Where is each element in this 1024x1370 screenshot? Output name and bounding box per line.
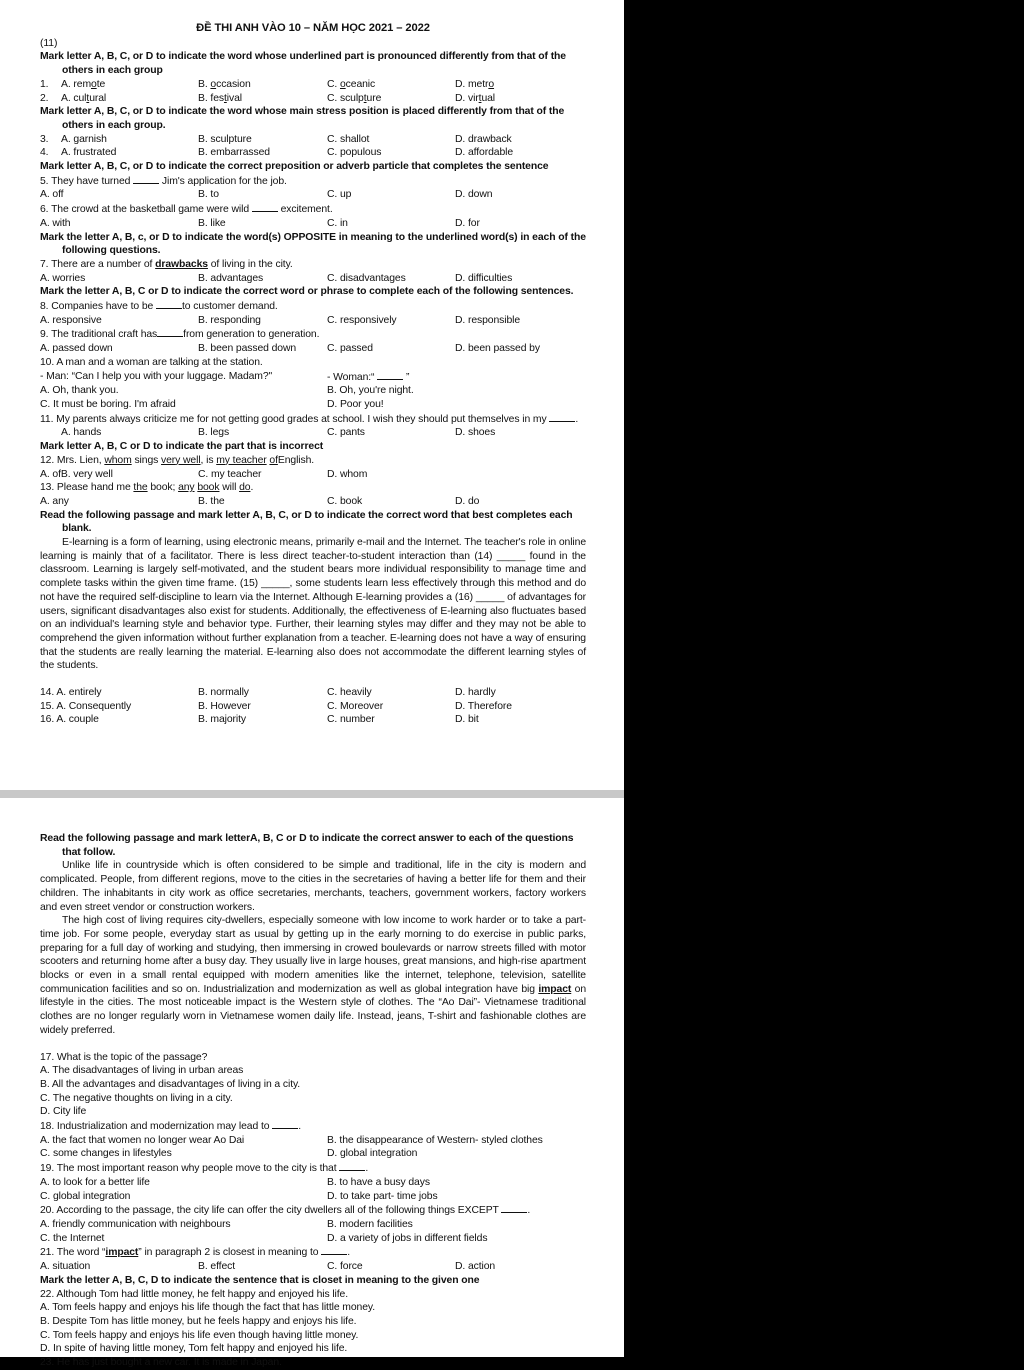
question-11-stem: 11. My parents always criticize me for not getting good grades at school. I wish they should put themselves in my .: [40, 413, 579, 425]
question-15-options: 15. A. Consequently B. However C. Moreover D. Therefore: [40, 700, 512, 712]
instruction-preposition: Mark letter A, B, C, or D to indicate the correct preposition or adverb particle that completes the sentence: [40, 161, 549, 173]
question-2: 2. A. cultural B. festival C. sculpture D. virtual: [40, 92, 496, 104]
question-13-options: A. any B. the C. book D. do: [40, 495, 480, 507]
question-19-options-cd: C. global integration D. to take part- time jobs: [40, 1190, 438, 1202]
question-12-options: A. ofB. very well C. my teacher D. whom: [40, 468, 368, 480]
question-18-stem: 18. Industrialization and modernization may lead to .: [40, 1121, 301, 1133]
question-9-stem: 9. The traditional craft has from generation to generation.: [40, 329, 320, 341]
question-5-options: A. off B. to C. up D. down: [40, 189, 493, 201]
instruction-stress: Mark letter A, B, C, or D to indicate the word whose main stress position is placed differently from that of the others in each group.: [40, 106, 565, 131]
passage-city-life-p2: The high cost of living requires city-dwellers, especially someone with low income to work harder or to take a part-time job. For some people, everyday start as usual by getting up in the early morning to do exercise in public parks, preparing for a full day of working and studying, then immersing in crowed boulevards or narrow streets filled with motor scooters and returning home after a busy day. They usually live in large houses, great mansions, and high-rise apartment blocks or even in a small rental equipped with modern amenities like the internet, telephone, television, satellite communication facilities and so on. Industrialization and modernization as well as global integration have big impact on lifestyle in the cities. The most noticeable impact is the Western style of clothes. The “Ao Dai”- Vietnamese traditional clothes are no longer regularly worn in Vietnamese women daily life. Instead, jeans, T-shirt and fashionable clothes are widely preferred.: [40, 915, 586, 1036]
exam-page-2: [0, 798, 624, 1369]
question-3: 3. A. garnish B. sculpture C. shallot D. drawback: [40, 133, 512, 145]
question-5-stem: 5. They have turned Jim's application for the job.: [40, 175, 287, 187]
question-6-options: A. with B. like C. in D. for: [40, 217, 480, 229]
question-10-options-cd: C. It must be boring. I'm afraid D. Poor you!: [40, 398, 384, 410]
instruction-cloze: Read the following passage and mark letter A, B, C, or D to indicate the correct word that best completes each blank.: [40, 509, 573, 535]
question-21-options: A. situation B. effect C. force D. action: [40, 1261, 496, 1273]
question-22-option-b: B. Despite Tom has little money, but he feels happy and enjoys his life.: [40, 1315, 357, 1327]
question-13-stem: 13. Please hand me the book; any book will do.: [40, 482, 254, 494]
question-10-dialogue: - Man: “Can I help you with your luggage. Madam?" - Woman:“ ”: [40, 370, 410, 383]
exam-page-1: [0, 0, 624, 790]
exam-code: (11): [40, 37, 58, 49]
question-20-stem: 20. According to the passage, the city life can offer the city dwellers all of the following things EXCEPT .: [40, 1205, 531, 1217]
question-17-option-d: D. City life: [40, 1106, 87, 1118]
question-19-options-ab: A. to look for a better life B. to have a busy days: [40, 1176, 430, 1188]
instruction-reading: Read the following passage and mark letterA, B, C or D to indicate the correct answer to each of the questions that follow.: [40, 833, 574, 858]
question-23-stem: 23. He has just bought a new car. It is made in Japan.: [40, 1357, 282, 1369]
instruction-pronunciation: Mark letter A, B, C, or D to indicate the word whose underlined part is pronounced differently from that of the others in each group: [40, 51, 566, 77]
question-22-option-c: C. Tom feels happy and enjoys his life even though having little money.: [40, 1329, 359, 1341]
exam-title: ĐỀ THI ANH VÀO 10 – NĂM HỌC 2021 – 2022: [196, 22, 430, 34]
question-8-options: A. responsive B. responding C. responsively D. responsible: [40, 314, 521, 326]
question-17-option-a: A. The disadvantages of living in urban areas: [40, 1065, 244, 1077]
passage-city-life-p1: Unlike life in countryside which is often considered to be simple and traditional, life in the city is modern and complicated. People, from different regions, move to the cities in the secretaries of having a better life for them and their children. The inhabitants in city work as office secretaries, merchants, teachers, government workers, factory workers and even street vendor or construction workers.: [40, 860, 586, 913]
question-10-options-ab: A. Oh, thank you. B. Oh, you're night.: [40, 385, 414, 397]
instruction-completion: Mark the letter A, B, C or D to indicate the correct word or phrase to complete each of the following sentences.: [40, 286, 574, 298]
question-19-stem: 19. The most important reason why people move to the city is that .: [40, 1163, 369, 1175]
question-16-options: 16. A. couple B. majority C. number D. bit: [40, 714, 479, 726]
question-11-options: A. hands B. legs C. pants D. shoes: [61, 427, 496, 439]
question-14-options: 14. A. entirely B. normally C. heavily D. hardly: [40, 687, 496, 699]
question-20-options-cd: C. the Internet D. a variety of jobs in different fields: [40, 1232, 488, 1244]
instruction-incorrect: Mark letter A, B, C or D to indicate the part that is incorrect: [40, 441, 324, 453]
instruction-opposite: Mark the letter A, B, c, or D to indicate the word(s) OPPOSITE in meaning to the underlined word(s) in each of the following questions.: [40, 231, 586, 257]
question-8-stem: 8. Companies have to be to customer demand.: [40, 301, 278, 313]
question-17-option-b: B. All the advantages and disadvantages of living in a city.: [40, 1078, 301, 1090]
question-12-stem: 12. Mrs. Lien, whom sings very well, is my teacher ofEnglish.: [40, 454, 315, 466]
question-17-option-c: C. The negative thoughts on living in a city.: [40, 1092, 233, 1104]
question-20-options-ab: A. friendly communication with neighbours B. modern facilities: [40, 1218, 413, 1230]
question-22-option-a: A. Tom feels happy and enjoys his life though the fact that has little money.: [40, 1302, 376, 1314]
question-21-stem: 21. The word “impact” in paragraph 2 is closest in meaning to .: [40, 1247, 351, 1259]
page-gap: [0, 790, 624, 798]
question-18-options-cd: C. some changes in lifestyles D. global integration: [40, 1148, 418, 1160]
question-18-options-ab: A. the fact that women no longer wear Ao Dai B. the disappearance of Western- styled clothes: [40, 1134, 543, 1146]
question-9-options: A. passed down B. been passed down C. passed D. been passed by: [40, 343, 540, 355]
question-22-stem: 22. Although Tom had little money, he felt happy and enjoyed his life.: [40, 1288, 349, 1300]
passage-elearning: E-learning is a form of learning, using electronic means, primarily e-mail and the Internet. The teacher's role in online learning is mainly that of a facilitator. There is less direct teacher-to-student interaction than (14) _____ found in the classroom. Learning is largely self-motivated, and the student bears more individual responsibility to manage time and complete tasks within the given time frame. (15) _____, some students learn less effectively through this method and do not have the required self-discipline to learn via the Internet. Although E-learning provides a (16) _____ of advantages for users, significant disadvantages also exist for students. Additionally, the effectiveness of E-learning also fluctuates based on an individual's learning style and behavior type. Further, their learning styles may differ and they may not be able to comprehend the given information without further explanation from a teacher. E-learning does not have a way of ensuring that the students are really learning the material. E-learning also does not accommodate the different learning styles of the students.: [40, 537, 586, 672]
question-7-stem: 7. There are a number of drawbacks of living in the city.: [40, 258, 293, 270]
instruction-closest: Mark the letter A, B, C, D to indicate the sentence that is closet in meaning to the given one: [40, 1274, 480, 1286]
question-17-stem: 17. What is the topic of the passage?: [40, 1051, 208, 1063]
question-1: 1. A. remote B. occasion C. oceanic D. metro: [40, 78, 495, 90]
question-22-option-d: D. In spite of having little money, Tom felt happy and enjoyed his life.: [40, 1343, 348, 1355]
question-10-stem: 10. A man and a woman are talking at the station.: [40, 356, 263, 368]
question-4: 4. A. frustrated B. embarrassed C. populous D. affordable: [40, 147, 514, 159]
question-7-options: A. worries B. advantages C. disadvantages D. difficulties: [40, 272, 513, 284]
question-6-stem: 6. The crowd at the basketball game were wild excitement.: [40, 204, 333, 216]
